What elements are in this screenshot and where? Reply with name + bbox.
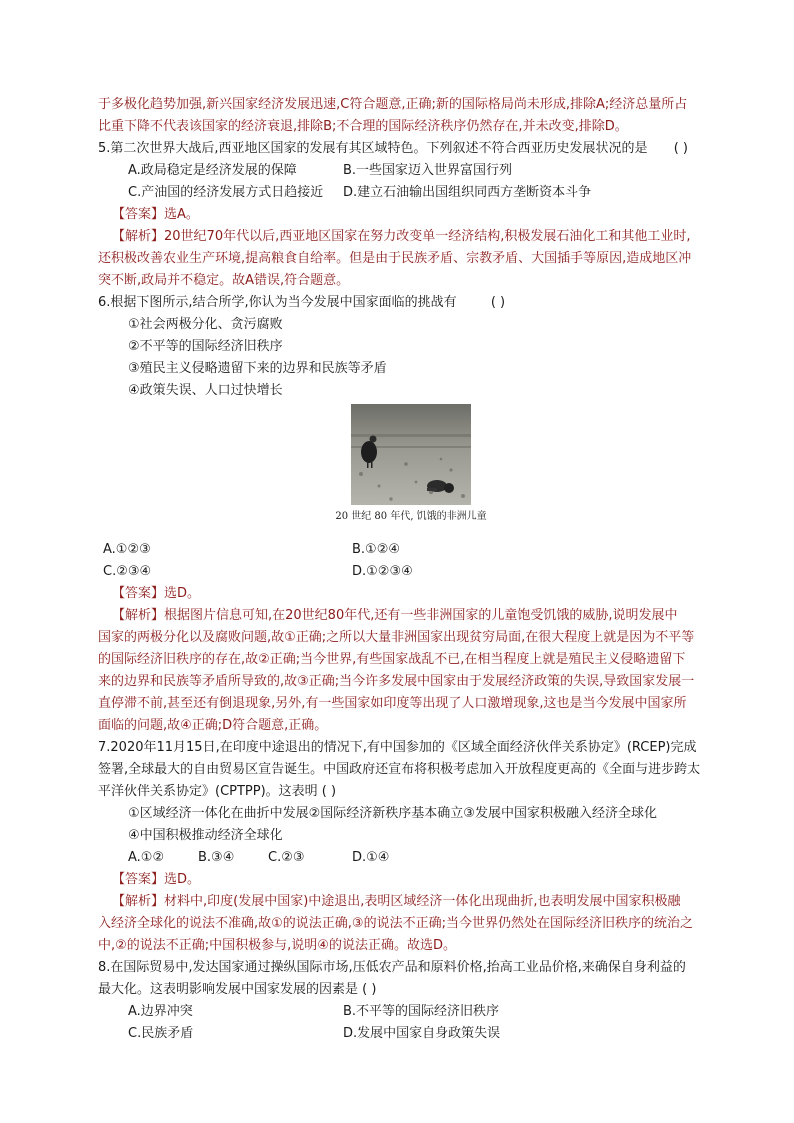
analysis-line: 入经济全球化的说法不准确,故①的说法正确,③的说法不正确;当今世界仍然处在国际经济旧秩序的统治之 [98,916,693,931]
option-d: D.①②③④ [352,564,413,579]
analysis-line: 的国际经济旧秩序的存在,故②正确;当今世界,有些国家战乱不已,在相当程度上就是殖民主义侵略遗留下 [98,652,686,667]
list-item: ①社会两极分化、贪污腐败 [128,317,283,332]
photo-caption: 20 世纪 80 年代, 饥饿的非洲儿童 [335,511,487,522]
analysis-line: 直停滞不前,甚至还有倒退现象,另外,有一些国家如印度等出现了人口激增现象,这也是当今发展中国家所 [98,696,687,711]
analysis-line: 【解析】根据图片信息可知,在20世纪80年代,还有一些非洲国家的儿童饱受饥饿的威胁,说明发展中 [112,608,678,623]
option-b: B.不平等的国际经济旧秩序 [343,1004,500,1019]
analysis-line: 【解析】20世纪70年代以后,西亚地区国家在努力改变单一经济结构,积极发展石油化工和其他工业时, [112,229,691,244]
list-item: ②不平等的国际经济旧秩序 [128,339,283,354]
option-b: B.①②④ [352,542,401,557]
explanation-line: 于多极化趋势加强,新兴国家经济发展迅速,C符合题意,正确;新的国际格局尚未形成,排除A;经济总量所占 [98,97,688,112]
option-a: A.政局稳定是经济发展的保障 [128,163,297,178]
option-b: B.③④ [198,850,235,865]
option-a: A.①② [128,850,165,865]
question-7-stem: 7.2020年11月15日,在印度中途退出的情况下,有中国参加的《区域全面经济伙伴关系协定》(RCEP)完成 [98,740,697,755]
analysis-line: 中,②的说法不正确;中国积极参与,说明④的说法正确。故选D。 [98,938,456,953]
analysis-line: 面临的问题,故④正确;D符合题意,正确。 [98,718,328,733]
option-c: C.产油国的经济发展方式日趋接近 [128,185,324,200]
option-b: B.一些国家迈入世界富国行列 [343,163,513,178]
option-c: C.民族矛盾 [128,1026,194,1041]
question-5-stem [98,139,688,159]
option-d: D.发展中国家自身政策失误 [343,1026,501,1041]
list-item: ④中国积极推动经济全球化 [128,828,283,843]
option-a: A.边界冲突 [128,1004,193,1019]
answer-line: 【答案】选A。 [112,207,199,222]
option-d: D.建立石油输出国组织同西方垄断资本斗争 [343,185,592,200]
option-c: C.②③ [268,850,305,865]
option-c: C.②③④ [103,564,152,579]
analysis-line: 【解析】材料中,印度(发展中国家)中途退出,表明区域经济一体化出现曲折,也表明发展中国家积极融 [112,894,681,909]
question-text: 6.根据下图所示,结合所学,你认为当今发展中国家面临的挑战有 [98,295,457,310]
answer-blank: ( ) [673,141,688,156]
question-8-stem: 8.在国际贸易中,发达国家通过操纵国际市场,压低农产品和原料价格,抬高工业品价格,来确保自身利益的 [98,960,686,975]
question-7-stem: 平洋伙伴关系协定》(CPTPP)。这表明 ( ) [98,784,337,799]
analysis-line: 突不断,政局并不稳定。故A错误,符合题意。 [98,273,350,288]
analysis-line: 还积极改善农业生产环境,提高粮食自给率。但是由于民族矛盾、宗教矛盾、大国插手等原因,造成地区冲 [98,251,692,266]
analysis-line: 来的边界和民族等矛盾所导致的,故③正确;当今许多发展中国家由于发展经济政策的失误,导致国家发展一 [98,674,695,689]
answer-line: 【答案】选D。 [112,872,201,887]
question-6-stem [98,293,505,313]
analysis-line: 国家的两极分化以及腐败问题,故①正确;之所以大量非洲国家出现贫穷局面,在很大程度上就是因为不平等 [98,630,695,645]
option-d: D.①④ [352,850,390,865]
explanation-line: 比重下降不代表该国家的经济衰退,排除B;不合理的国际经济秩序仍然存在,并未改变,排除D。 [98,119,628,134]
question-7-stem: 签署,全球最大的自由贸易区宣告诞生。中国政府还宣布将积极考虑加入开放程度更高的《全面与进步跨太 [98,762,701,777]
list-item: ③殖民主义侵略遗留下来的边界和民族等矛盾 [128,361,387,376]
famine-photo [351,404,471,505]
photo-illustration [351,404,471,505]
list-item: ①区域经济一体化在曲折中发展②国际经济新秩序基本确立③发展中国家积极融入经济全球化 [128,806,657,821]
answer-blank: ( ) [490,295,506,310]
question-8-stem: 最大化。这表明影响发展中国家发展的因素是 ( ) [98,982,377,997]
question-text: 5.第二次世界大战后,西亚地区国家的发展有其区域特色。下列叙述不符合西亚历史发展状况的是 [98,141,648,156]
list-item: ④政策失误、人口过快增长 [128,383,283,398]
answer-line: 【答案】选D。 [112,586,201,601]
option-a: A.①②③ [103,542,151,557]
